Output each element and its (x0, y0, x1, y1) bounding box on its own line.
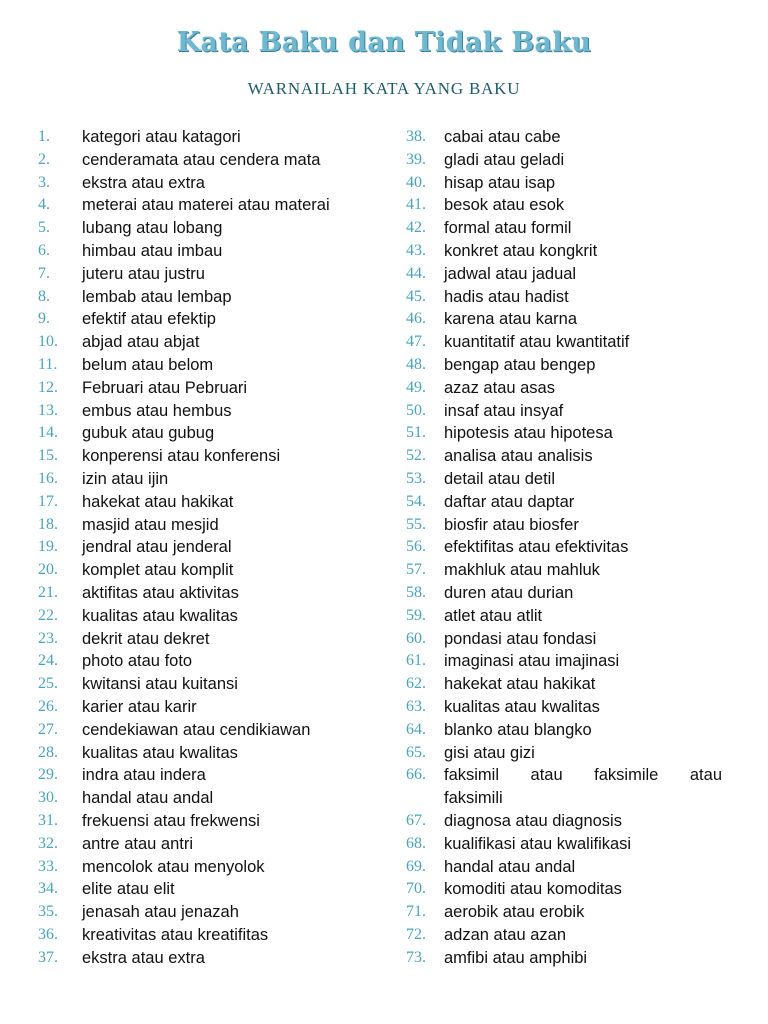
list-item (30, 947, 370, 970)
list-item (30, 491, 370, 514)
word-pair-text: gubuk atau gubug (82, 424, 215, 443)
item-number: 43. (406, 241, 426, 259)
list-item (30, 194, 370, 217)
word-pair-text: abjad atau abjat (82, 333, 200, 352)
item-number: 30. (38, 789, 58, 807)
item-number: 36. (38, 925, 58, 943)
item-number: 53. (406, 469, 426, 487)
list-item (30, 126, 370, 149)
list-item (392, 263, 724, 286)
item-number: 52. (406, 447, 426, 465)
list-item (30, 263, 370, 286)
word-pair-text (444, 764, 722, 810)
word-pair-text: atlet atau atlit (444, 606, 543, 625)
list-item (392, 126, 724, 149)
list-item (392, 354, 724, 377)
list-item (392, 810, 724, 833)
list-item (30, 240, 370, 263)
word-pair-text: jadwal atau jadual (444, 264, 577, 283)
word-pair-text: masjid atau mesjid (82, 515, 219, 534)
list-item (392, 536, 724, 559)
word-pair-text: besok atau esok (444, 196, 565, 215)
word-pair-text: aktifitas atau aktivitas (82, 583, 239, 602)
word-pair-text: karier atau karir (82, 697, 197, 716)
list-item (392, 901, 724, 924)
item-number: 58. (406, 583, 426, 601)
list-item (392, 947, 724, 970)
item-number: 1. (38, 128, 50, 145)
word-pair-text: juteru atau justru (82, 264, 205, 283)
list-item (392, 422, 724, 445)
item-number: 18. (38, 515, 58, 533)
word-pair-text: analisa atau analisis (444, 447, 593, 466)
list-item (392, 240, 724, 263)
word-pair-text: hipotesis atau hipotesa (444, 424, 613, 443)
list-item (30, 172, 370, 195)
word-pair-text: daftar atau daptar (444, 492, 575, 511)
word-pair-text: handal atau andal (82, 789, 214, 808)
item-number: 3. (38, 173, 50, 191)
word-pair-text: mencolok atau menyolok (82, 857, 265, 876)
page-title: Kata Baku dan Tidak Baku (176, 27, 592, 58)
item-number: 41. (406, 196, 426, 214)
list-item (392, 673, 724, 696)
word-pair-text: efektifitas atau efektivitas (444, 538, 629, 557)
item-number: 62. (406, 675, 426, 693)
list-item (30, 833, 370, 856)
list-item (392, 468, 724, 491)
item-number: 8. (38, 287, 50, 305)
list-item (30, 422, 370, 445)
item-number: 61. (406, 652, 426, 670)
list-item (30, 878, 370, 901)
list-item (30, 308, 370, 331)
item-number: 38. (406, 128, 426, 145)
list-item (30, 764, 370, 787)
item-number: 68. (406, 834, 426, 852)
item-number: 26. (38, 697, 58, 715)
word-pair-text: Februari atau Pebruari (82, 378, 248, 397)
list-item (392, 286, 724, 309)
word-pair-text: imaginasi atau imajinasi (444, 652, 620, 671)
item-number: 54. (406, 492, 426, 510)
item-number: 70. (406, 880, 426, 898)
word-pair-text: biosfir atau biosfer (444, 515, 579, 534)
word-pair-text: dekrit atau dekret (82, 629, 210, 648)
item-number: 47. (406, 333, 426, 351)
item-number: 24. (38, 652, 58, 670)
item-number: 39. (406, 150, 426, 168)
word-pair-text: formal atau formil (444, 219, 572, 238)
item-number: 14. (38, 424, 58, 442)
item-number: 2. (38, 150, 50, 168)
list-item (392, 719, 724, 742)
list-item (392, 878, 724, 901)
item-number: 4. (38, 196, 50, 214)
item-number: 10. (38, 333, 58, 351)
item-number: 35. (38, 903, 58, 921)
word-list-left (30, 126, 370, 969)
word-pair-text: kualifikasi atau kwalifikasi (444, 834, 632, 853)
list-item (30, 810, 370, 833)
word-pair-text: hakekat atau hakikat (82, 492, 234, 511)
word-pair-text: bengap atau bengep (444, 355, 596, 374)
list-item (30, 856, 370, 879)
word-pair-text: konperensi atau konferensi (82, 447, 281, 466)
list-item (30, 696, 370, 719)
list-item (30, 559, 370, 582)
list-item (392, 605, 724, 628)
word-pair-text: handal atau andal (444, 857, 576, 876)
word-pair-text: hisap atau isap (444, 173, 555, 192)
list-item (392, 650, 724, 673)
item-number: 28. (38, 743, 58, 761)
item-number: 56. (406, 538, 426, 556)
item-number: 69. (406, 857, 426, 875)
item-number: 55. (406, 515, 426, 533)
word-pair-text: karena atau karna (444, 310, 578, 329)
list-item (392, 445, 724, 468)
item-number: 5. (38, 219, 50, 237)
word-pair-text: kwitansi atau kuitansi (82, 675, 238, 694)
word-pair-text: cabai atau cabe (444, 128, 561, 146)
word-pair-text: embus atau hembus (82, 401, 232, 420)
word-pair-text: photo atau foto (82, 652, 193, 671)
list-item (30, 445, 370, 468)
item-number: 44. (406, 264, 426, 282)
item-number: 6. (38, 241, 50, 259)
word-pair-text: adzan atau azan (444, 925, 567, 944)
list-item (392, 331, 724, 354)
word-pair-text: insaf atau insyaf (444, 401, 564, 420)
word-pair-text-line: faksimil atau faksimile atau (444, 766, 722, 785)
list-item (392, 742, 724, 765)
item-number: 73. (406, 948, 426, 966)
word-pair-text: kualitas atau kwalitas (82, 606, 238, 625)
word-pair-text: aerobik atau erobik (444, 903, 585, 922)
item-number: 63. (406, 697, 426, 715)
word-pair-text: meterai atau materei atau materai (82, 196, 330, 215)
word-pair-text: kreativitas atau kreatifitas (82, 925, 269, 944)
word-pair-text: efektif atau efektip (82, 310, 216, 329)
word-pair-text: frekuensi atau frekwensi (82, 811, 260, 830)
item-number: 59. (406, 606, 426, 624)
word-pair-text: jenasah atau jenazah (82, 903, 239, 922)
list-item (30, 787, 370, 810)
word-pair-text: gladi atau geladi (444, 150, 565, 169)
word-pair-text: diagnosa atau diagnosis (444, 811, 622, 830)
list-item (30, 468, 370, 491)
word-list-right (392, 126, 724, 969)
list-item (392, 559, 724, 582)
word-pair-text: gisi atau gizi (444, 743, 535, 762)
list-item (30, 605, 370, 628)
item-number: 67. (406, 811, 426, 829)
word-pair-text: pondasi atau fondasi (444, 629, 597, 648)
list-item (392, 217, 724, 240)
list-item (392, 696, 724, 719)
list-item (30, 673, 370, 696)
list-item (30, 331, 370, 354)
list-item (30, 924, 370, 947)
item-number: 29. (38, 766, 58, 784)
list-item (30, 217, 370, 240)
word-pair-text: elite atau elit (82, 880, 175, 899)
item-number: 72. (406, 925, 426, 943)
item-number: 23. (38, 629, 58, 647)
word-pair-text: ekstra atau extra (82, 173, 205, 192)
list-item (392, 308, 724, 331)
item-number: 16. (38, 469, 58, 487)
list-item (392, 856, 724, 879)
item-number: 45. (406, 287, 426, 305)
list-item (30, 742, 370, 765)
word-pair-text-line: faksimili (444, 789, 503, 808)
list-item (392, 924, 724, 947)
list-item (392, 582, 724, 605)
item-number: 19. (38, 538, 58, 556)
word-pair-text: himbau atau imbau (82, 241, 223, 260)
item-number: 13. (38, 401, 58, 419)
word-pair-text: kuantitatif atau kwantitatif (444, 333, 630, 352)
list-item (30, 628, 370, 651)
word-pair-text: duren atau durian (444, 583, 574, 602)
word-pair-text: blanko atau blangko (444, 720, 592, 739)
list-item (392, 377, 724, 400)
list-item (392, 400, 724, 423)
item-number: 20. (38, 561, 58, 579)
item-number: 22. (38, 606, 58, 624)
list-item (392, 491, 724, 514)
item-number: 46. (406, 310, 426, 328)
word-pair-text: makhluk atau mahluk (444, 561, 600, 580)
item-number: 25. (38, 675, 58, 693)
word-pair-text: komplet atau komplit (82, 561, 234, 580)
word-pair-text: amfibi atau amphibi (444, 948, 588, 967)
word-pair-text: indra atau indera (82, 766, 206, 785)
word-pair-text: ekstra atau extra (82, 948, 205, 967)
item-number: 32. (38, 834, 58, 852)
item-number: 33. (38, 857, 58, 875)
item-number: 12. (38, 378, 58, 396)
word-pair-text: antre atau antri (82, 834, 193, 853)
item-number: 71. (406, 903, 426, 921)
list-item (30, 901, 370, 924)
item-number: 34. (38, 880, 58, 898)
word-pair-text: kualitas atau kwalitas (444, 697, 600, 716)
word-pair-text: cendekiawan atau cendikiawan (82, 720, 311, 739)
item-number: 9. (38, 310, 50, 328)
item-number: 40. (406, 173, 426, 191)
item-number: 17. (38, 492, 58, 510)
item-number: 7. (38, 264, 50, 282)
word-pair-text: hakekat atau hakikat (444, 675, 596, 694)
item-number: 60. (406, 629, 426, 647)
list-item (30, 650, 370, 673)
list-item (392, 833, 724, 856)
word-pair-text: lembab atau lembap (82, 287, 232, 306)
item-number: 37. (38, 948, 58, 966)
word-pair-text: hadis atau hadist (444, 287, 569, 306)
list-item (392, 514, 724, 537)
word-pair-text: azaz atau asas (444, 378, 555, 397)
word-pair-text: izin atau ijin (82, 469, 169, 488)
list-item (392, 172, 724, 195)
page-subtitle: WARNAILAH KATA YANG BAKU (247, 79, 521, 98)
item-number: 31. (38, 811, 58, 829)
word-pair-text: kategori atau katagori (82, 128, 241, 146)
item-number: 64. (406, 720, 426, 738)
item-number: 66. (406, 766, 426, 784)
word-pair-text: kualitas atau kwalitas (82, 743, 238, 762)
word-pair-text: konkret atau kongkrit (444, 241, 598, 260)
list-item (30, 377, 370, 400)
item-number: 21. (38, 583, 58, 601)
word-pair-text: komoditi atau komoditas (444, 880, 622, 899)
list-item (392, 628, 724, 651)
list-item (30, 514, 370, 537)
item-number: 15. (38, 447, 58, 465)
word-pair-text: detail atau detil (444, 469, 555, 488)
word-pair-text: cenderamata atau cendera mata (82, 150, 321, 169)
item-number: 49. (406, 378, 426, 396)
list-item (392, 194, 724, 217)
list-item (30, 149, 370, 172)
list-item (30, 400, 370, 423)
item-number: 48. (406, 355, 426, 373)
list-item (392, 149, 724, 172)
item-number: 42. (406, 219, 426, 237)
word-pair-text: jendral atau jenderal (82, 538, 232, 557)
item-number: 57. (406, 561, 426, 579)
list-item (392, 764, 724, 810)
item-number: 51. (406, 424, 426, 442)
list-item (30, 286, 370, 309)
item-number: 27. (38, 720, 58, 738)
list-item (30, 354, 370, 377)
item-number: 50. (406, 401, 426, 419)
list-item (30, 582, 370, 605)
word-pair-text: belum atau belom (82, 355, 214, 374)
list-item (30, 719, 370, 742)
word-pair-text: lubang atau lobang (82, 219, 223, 238)
list-item (30, 536, 370, 559)
item-number: 11. (38, 355, 58, 373)
item-number: 65. (406, 743, 426, 761)
